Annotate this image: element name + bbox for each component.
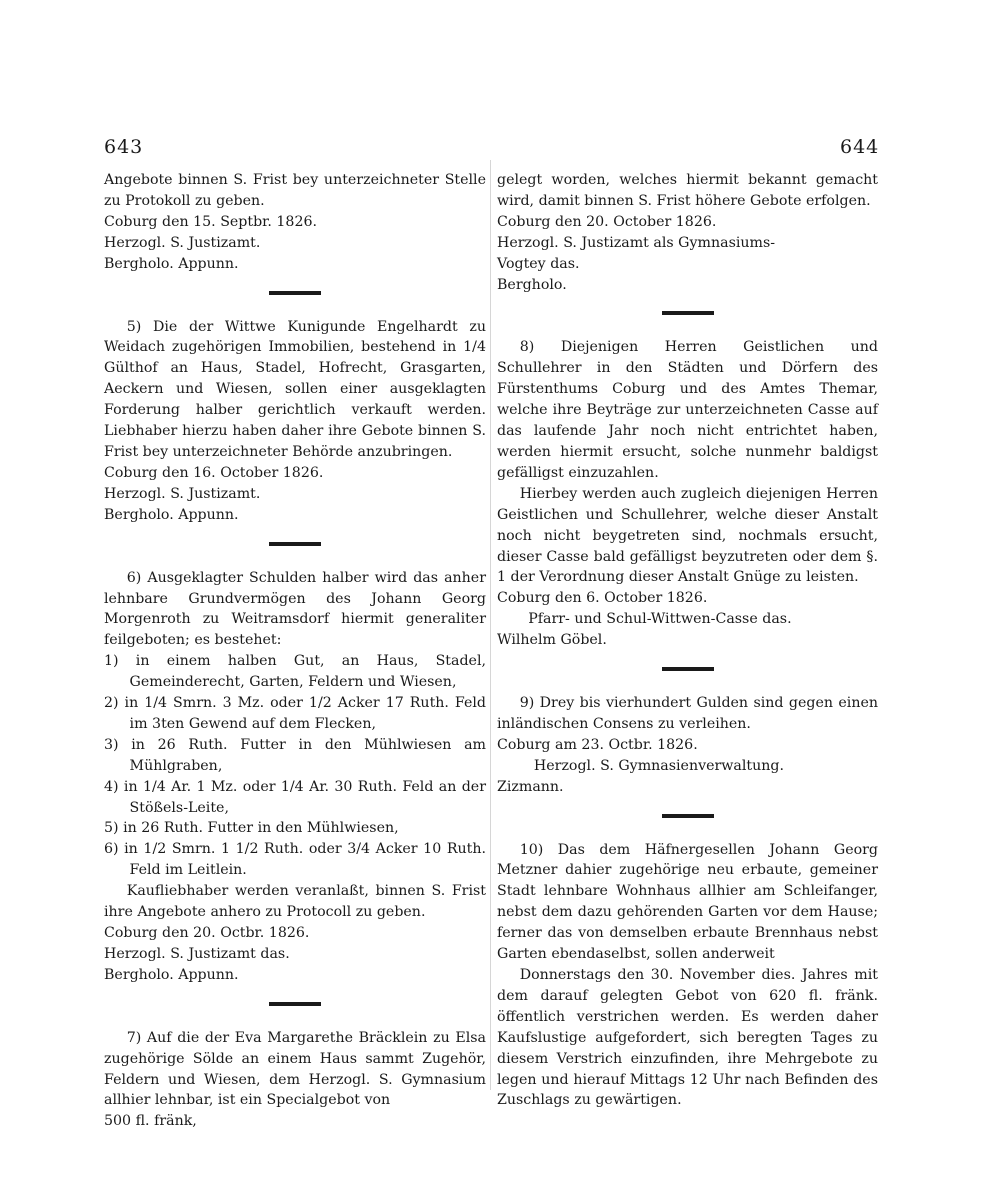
notice-names: Bergholo. Appunn. — [104, 966, 239, 983]
notice-8 — [497, 337, 878, 651]
list-item: 5) in 26 Ruth. Futter in den Mühlwiesen, — [104, 820, 399, 837]
notice-signer: Herzogl. S. Justizamt. — [104, 485, 261, 502]
notice-names: Bergholo. — [497, 276, 567, 293]
notice-signer: Herzogl. S. Justizamt als Gymnasiums- — [497, 234, 776, 251]
notice-9 — [497, 693, 878, 798]
section-divider — [269, 1002, 321, 1006]
notice-text-2: Hierbey werden auch zugleich diejenigen Herren Geistlichen und Schullehrer, welche dieser Anstalt noch nicht beygetreten sind, nochmals ersucht, dieser Casse bald gefälligst beyzutreten oder dem §. 1 der Verordnung dieser Anstalt Gnüge zu leisten. — [497, 485, 878, 586]
notice-text: 6) Ausgeklagter Schulden halber wird das anher lehnbare Grundvermögen des Johann Georg Morgenroth zu Weitramsdorf hiermit generaliter feilgeboten; es bestehet: — [104, 569, 486, 649]
list-item: 3) in 26 Ruth. Futter in den Mühlwiesen am Mühlgraben, — [104, 736, 486, 774]
notice-text: 10) Das dem Häfnergesellen Johann Georg Metzner dahier zugehörige neu erbaute, gemeiner Stadt lehnbare Wohnhaus allhier am Schleifanger, nebst dem dazu gehörenden Garten vor dem Hause; ferner das von demselben erbaute Brennhaus nebst Garten ebendaselbst, sollen anderweit — [497, 841, 878, 963]
notice-text: gelegt worden, welches hiermit bekannt gemacht wird, damit binnen S. Frist höhere Gebote erfolgen. — [497, 172, 878, 209]
left-column — [104, 170, 486, 1132]
notice-text: 8) Diejenigen Herren Geistlichen und Schullehrer in den Städten und Dörfern des Fürstenthums Coburg und des Amtes Themar, welche ihre Beyträge zur unterzeichneten Casse auf das laufende Jahr noch nicht entrichtet haben, werden hiermit ersucht, solche nunmehr baldigst gefälligst einzuzahlen. — [497, 339, 878, 481]
notice-continuation-right — [497, 170, 878, 295]
notice-signer: Herzogl. S. Gymnasienverwaltung. — [533, 757, 784, 774]
notice-date: Coburg den 16. October 1826. — [104, 464, 324, 481]
property-list — [104, 651, 486, 881]
section-divider — [662, 311, 714, 315]
notice-signer-cont: Vogtey das. — [497, 255, 580, 272]
right-column — [497, 170, 878, 1111]
column-gutter — [490, 160, 491, 1090]
notice-signer: Herzogl. S. Justizamt. — [104, 234, 261, 251]
list-item: 1) in einem halben Gut, an Haus, Stadel, Gemeinderecht, Garten, Feldern und Wiesen, — [104, 653, 486, 691]
list-item: 2) in 1/4 Smrn. 3 Mz. oder 1/2 Acker 17 Ruth. Feld im 3ten Gewend auf dem Flecken, — [104, 695, 486, 732]
notice-signer: Pfarr- und Schul-Wittwen-Casse das. — [528, 611, 792, 628]
section-divider — [269, 542, 321, 546]
notice-closing: Kaufliebhaber werden veranlaßt, binnen S. Frist ihre Angebote anhero zu Protocoll zu geben. — [104, 883, 486, 921]
notice-10 — [497, 840, 878, 1112]
notice-text: 7) Auf die der Eva Margarethe Bräcklein zu Elsa zugehörige Sölde an einem Haus sammt Zugehör, Feldern und Wiesen, dem Herzogl. S. Gymnasium allhier lehnbar, ist ein Specialgebot von — [104, 1029, 486, 1109]
notice-names: Bergholo. Appunn. — [104, 506, 239, 523]
section-divider — [269, 291, 321, 295]
page-number-right: 644 — [840, 136, 880, 158]
notice-signer: Herzogl. S. Justizamt das. — [104, 945, 290, 962]
notice-7 — [104, 1028, 486, 1133]
notice-text: Angebote binnen S. Frist bey unterzeichneter Stelle zu Protokoll zu geben. — [104, 172, 486, 209]
notice-date: Coburg den 6. October 1826. — [497, 590, 708, 607]
notice-text: 5) Die der Wittwe Kunigunde Engelhardt zu Weidach zugehörigen Immobilien, bestehend in 1/4 Gülthof an Haus, Stadel, Hofrecht, Grasgarten, Aeckern und Wiesen, sollen einer ausgeklagten Forderung halber gerichtlich verkauft werden. Liebhaber hierzu haben daher ihre Gebote binnen S. Frist bey unterzeichneter Behörde anzubringen. — [104, 318, 486, 460]
notice-text-2: Donnerstags den 30. November dies. Jahres mit dem darauf gelegten Gebot von 620 fl. fränk. öffentlich verstrichen werden. Es werden daher Kaufslustige aufgefordert, sich beregten Tages zu diesem Verstrich einzufinden, ihre Mehrgebote zu legen und hierauf Mittags 12 Uhr nach Befinden des Zuschlags zu gewärtigen. — [497, 967, 878, 1109]
notice-names: Zizmann. — [497, 778, 564, 795]
notice-price: 500 fl. fränk, — [104, 1113, 197, 1130]
notice-date: Coburg den 20. Octbr. 1826. — [104, 925, 310, 941]
notice-text: 9) Drey bis vierhundert Gulden sind gegen einen inländischen Consens zu verleihen. — [497, 695, 878, 732]
list-item: 4) in 1/4 Ar. 1 Mz. oder 1/4 Ar. 30 Ruth. Feld an der Stößels-Leite, — [104, 778, 486, 816]
notice-continuation-left — [104, 170, 486, 275]
notice-date: Coburg den 15. Septbr. 1826. — [104, 213, 318, 230]
list-item: 6) in 1/2 Smrn. 1 1/2 Ruth. oder 3/4 Acker 10 Ruth. Feld im Leitlein. — [104, 841, 486, 879]
notice-names: Bergholo. Appunn. — [104, 255, 239, 272]
page-number-left: 643 — [104, 136, 144, 158]
section-divider — [662, 667, 714, 671]
section-divider — [662, 814, 714, 818]
notice-5 — [104, 317, 486, 526]
notice-date: Coburg am 23. Octbr. 1826. — [497, 736, 698, 753]
notice-6 — [104, 568, 486, 986]
notice-names: Wilhelm Göbel. — [497, 632, 607, 649]
notice-date: Coburg den 20. October 1826. — [497, 213, 717, 230]
